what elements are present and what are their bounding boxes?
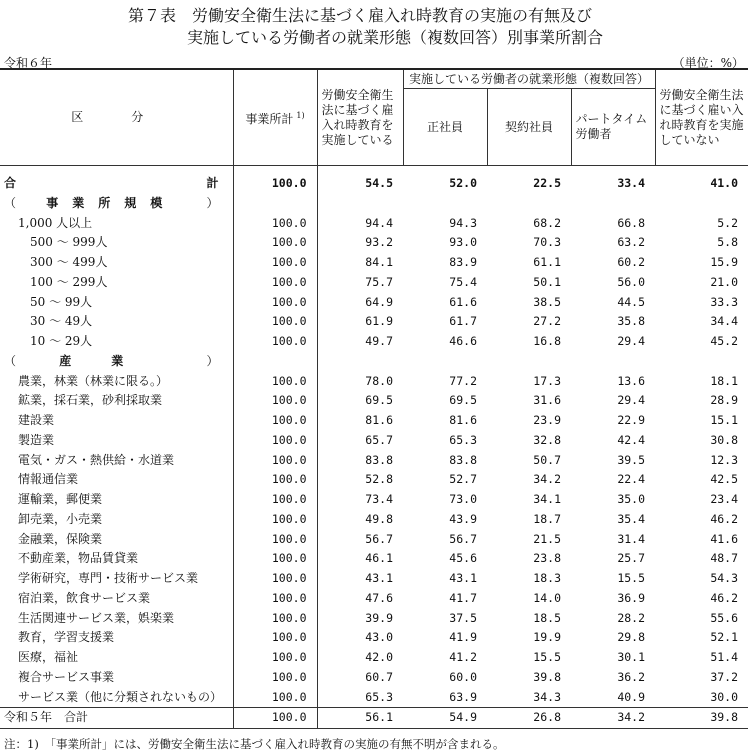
industry-value-all: 100.0 [233, 549, 317, 569]
size-value-regular: 75.4 [449, 274, 477, 289]
industry-value-parttime: 35.0 [617, 492, 646, 506]
industry-section-open: （ [4, 353, 17, 368]
header-total [233, 69, 317, 166]
size-value-regular: 61.6 [449, 294, 477, 309]
industry-value-regular: 56.7 [449, 531, 477, 546]
industry-value-all: 100.0 [233, 530, 317, 550]
industry-value-regular: 37.5 [449, 610, 477, 625]
industry-value-all: 100.0 [233, 668, 317, 688]
industry-value-implemented: 47.6 [365, 590, 393, 605]
industry-value-implemented: 49.8 [365, 511, 393, 526]
industry-value-all: 100.0 [233, 470, 317, 490]
industry-value-regular: 65.3 [449, 432, 477, 447]
industry-section-text: 産業 [59, 353, 164, 368]
industry-value-parttime: 30.1 [617, 650, 646, 664]
industry-label: 教育，学習支援業 [0, 628, 233, 648]
size-value-parttime: 29.4 [617, 334, 646, 348]
title-line-1: 第７表 労働安全衛生法に基づく雇入れ時教育の実施の有無及び [127, 6, 592, 25]
size-value-all: 100.0 [233, 312, 317, 332]
total-value-not-implemented: 41.0 [710, 176, 739, 190]
industry-value-implemented: 43.0 [365, 630, 393, 645]
title-line-2: 実施している労働者の就業形態（複数回答）別事業所割合 [186, 28, 603, 47]
industry-row [0, 431, 748, 451]
industry-value-regular: 45.6 [449, 551, 477, 566]
industry-row [0, 569, 748, 589]
statistics-table [0, 68, 748, 729]
industry-value-all: 100.0 [233, 609, 317, 629]
prev-value-regular: 54.9 [403, 708, 487, 729]
industry-row [0, 688, 748, 708]
industry-value-all: 100.0 [233, 569, 317, 589]
industry-value-not-implemented: 23.4 [710, 492, 739, 506]
industry-label: 不動産業，物品賃貸業 [0, 549, 233, 569]
industry-value-not-implemented: 30.0 [710, 689, 739, 704]
size-value-parttime: 66.8 [617, 215, 646, 230]
industry-label: 電気・ガス・熱供給・水道業 [0, 451, 233, 471]
prev-year-row [0, 708, 748, 729]
industry-value-contract: 19.9 [533, 630, 561, 645]
header-implemented: 労働安全衛生法に基づく雇入れ時教育を実施している [317, 69, 403, 166]
industry-value-implemented: 43.1 [365, 571, 393, 585]
industry-value-regular: 77.2 [449, 373, 477, 388]
industry-value-all: 100.0 [233, 391, 317, 411]
industry-value-contract: 23.9 [533, 413, 561, 427]
industry-label: 卸売業，小売業 [0, 510, 233, 530]
size-row [0, 293, 748, 313]
industry-value-not-implemented: 15.1 [710, 413, 739, 427]
industry-value-not-implemented: 41.6 [710, 531, 739, 546]
header-not-implemented: 労働安全衛生法に基づく雇い入れ時教育を実施していない [655, 69, 748, 166]
prev-value-implemented: 56.1 [317, 708, 403, 729]
header-parttime: パートタイム労働者 [571, 89, 655, 166]
industry-value-all: 100.0 [233, 490, 317, 510]
size-row [0, 273, 748, 293]
industry-value-parttime: 39.5 [617, 452, 646, 467]
industry-value-regular: 63.9 [449, 689, 477, 704]
industry-value-regular: 43.1 [449, 571, 477, 585]
size-value-contract: 70.3 [533, 235, 561, 250]
size-value-parttime: 35.8 [617, 314, 646, 329]
size-label: 30 ～ 49人 [0, 312, 233, 332]
industry-row [0, 451, 748, 471]
industry-row [0, 391, 748, 411]
size-value-all: 100.0 [233, 253, 317, 273]
size-value-implemented: 75.7 [365, 274, 393, 289]
industry-value-regular: 81.6 [449, 413, 477, 427]
industry-label: 鉱業，採石業，砂利採取業 [0, 391, 233, 411]
industry-value-contract: 17.3 [533, 373, 561, 388]
prev-value-not-implemented: 39.8 [655, 708, 748, 729]
industry-label: 宿泊業，飲食サービス業 [0, 589, 233, 609]
industry-row [0, 628, 748, 648]
size-value-regular: 83.9 [449, 255, 477, 269]
size-rows [0, 214, 748, 352]
industry-value-parttime: 28.2 [617, 610, 646, 625]
industry-value-not-implemented: 28.9 [710, 393, 739, 408]
industry-label: 生活関連サービス業，娯楽業 [0, 609, 233, 629]
year-label: 令和６年 [4, 56, 53, 70]
header-total-sup: 1) [296, 111, 305, 120]
total-value-contract: 22.5 [533, 176, 561, 190]
size-value-implemented: 94.4 [365, 215, 393, 230]
industry-value-parttime: 36.9 [617, 590, 646, 605]
industry-value-not-implemented: 37.2 [710, 669, 739, 684]
industry-row [0, 668, 748, 688]
size-row [0, 253, 748, 273]
size-value-regular: 61.7 [449, 314, 477, 329]
industry-value-implemented: 65.3 [365, 689, 393, 704]
industry-value-all: 100.0 [233, 589, 317, 609]
industry-value-contract: 34.3 [533, 689, 561, 704]
size-value-parttime: 63.2 [617, 235, 646, 250]
industry-value-not-implemented: 46.2 [710, 511, 739, 526]
industry-value-parttime: 31.4 [617, 531, 646, 546]
size-label: 100 ～ 299人 [0, 273, 233, 293]
total-label [0, 166, 233, 194]
industry-label: 情報通信業 [0, 470, 233, 490]
industry-label: 複合サービス事業 [0, 668, 233, 688]
size-value-contract: 68.2 [533, 215, 561, 230]
size-label: 300 ～ 499人 [0, 253, 233, 273]
industry-row [0, 372, 748, 392]
size-section-row [0, 194, 748, 214]
industry-value-not-implemented: 48.7 [710, 551, 739, 566]
industry-row [0, 490, 748, 510]
prev-value-contract: 26.8 [487, 708, 571, 729]
industry-value-all: 100.0 [233, 431, 317, 451]
header-total-label: 事業所計 [245, 112, 294, 126]
total-row [0, 166, 748, 194]
size-value-parttime: 44.5 [617, 294, 646, 309]
header-row-1 [0, 69, 748, 89]
industry-value-parttime: 42.4 [617, 432, 646, 447]
total-label-left: 合 [4, 176, 17, 190]
size-value-implemented: 61.9 [365, 314, 393, 329]
size-value-contract: 27.2 [533, 314, 561, 329]
industry-value-contract: 34.1 [533, 492, 561, 506]
industry-value-implemented: 39.9 [365, 610, 393, 625]
prev-value-parttime: 34.2 [571, 708, 655, 729]
industry-value-not-implemented: 42.5 [710, 472, 739, 487]
size-label: 500 ～ 999人 [0, 233, 233, 253]
header-contract: 契約社員 [487, 89, 571, 166]
size-section-open: （ [4, 195, 17, 210]
industry-value-regular: 41.2 [449, 650, 477, 664]
industry-value-all: 100.0 [233, 451, 317, 471]
industry-label: 金融業，保険業 [0, 530, 233, 550]
size-value-parttime: 56.0 [617, 274, 646, 289]
size-value-not-implemented: 33.3 [710, 294, 739, 309]
size-row [0, 332, 748, 352]
industry-value-parttime: 13.6 [617, 373, 646, 388]
industry-value-regular: 69.5 [449, 393, 477, 408]
industry-value-not-implemented: 30.8 [710, 432, 739, 447]
size-section-label [0, 194, 233, 214]
industry-value-parttime: 29.8 [617, 630, 646, 645]
size-value-not-implemented: 15.9 [710, 255, 739, 269]
total-value-parttime: 33.4 [617, 176, 646, 190]
total-value-all: 100.0 [233, 166, 317, 194]
industry-value-parttime: 15.5 [617, 571, 646, 585]
total-label-right: 計 [206, 176, 219, 190]
size-value-regular: 46.6 [449, 334, 477, 348]
size-value-all: 100.0 [233, 233, 317, 253]
size-row [0, 214, 748, 234]
industry-value-contract: 32.8 [533, 432, 561, 447]
industry-value-contract: 23.8 [533, 551, 561, 566]
size-section-close: ） [206, 195, 219, 210]
prev-value-all: 100.0 [233, 708, 317, 729]
industry-value-all: 100.0 [233, 648, 317, 668]
size-value-all: 100.0 [233, 293, 317, 313]
industry-value-not-implemented: 55.6 [710, 610, 739, 625]
size-value-regular: 93.0 [449, 235, 477, 250]
size-value-not-implemented: 34.4 [710, 314, 739, 329]
industry-value-implemented: 46.1 [365, 551, 393, 566]
header-kubun: 区 分 [0, 69, 233, 166]
industry-value-implemented: 69.5 [365, 393, 393, 408]
industry-value-implemented: 52.8 [365, 472, 393, 487]
industry-value-contract: 18.7 [533, 511, 561, 526]
industry-value-implemented: 60.7 [365, 669, 393, 684]
industry-value-implemented: 56.7 [365, 531, 393, 546]
industry-value-parttime: 25.7 [617, 551, 646, 566]
industry-label: 農業，林業（林業に限る。） [0, 372, 233, 392]
industry-section-label [0, 352, 233, 372]
industry-row [0, 648, 748, 668]
industry-label: サービス業（他に分類されないもの） [0, 688, 233, 708]
size-value-contract: 16.8 [533, 334, 561, 348]
industry-value-contract: 18.3 [533, 571, 561, 585]
industry-value-contract: 31.6 [533, 393, 561, 408]
industry-row [0, 609, 748, 629]
industry-row [0, 549, 748, 569]
industry-value-all: 100.0 [233, 372, 317, 392]
industry-value-not-implemented: 46.2 [710, 590, 739, 605]
industry-value-parttime: 29.4 [617, 393, 646, 408]
size-value-parttime: 60.2 [617, 255, 646, 269]
industry-value-all: 100.0 [233, 411, 317, 431]
industry-value-implemented: 81.6 [365, 413, 393, 427]
prev-year-label: 令和５年 合計 [0, 708, 233, 729]
industry-value-regular: 41.9 [449, 630, 477, 645]
size-value-implemented: 84.1 [365, 255, 393, 269]
industry-value-contract: 21.5 [533, 531, 561, 546]
industry-value-contract: 50.7 [533, 452, 561, 467]
size-value-all: 100.0 [233, 273, 317, 293]
industry-label: 医療，福祉 [0, 648, 233, 668]
size-value-all: 100.0 [233, 214, 317, 234]
footnote: 注：1) 「事業所計」には、労働安全衛生法に基づく雇入れ時教育の実施の有無不明が含まれる。 [4, 737, 505, 751]
industry-label: 建設業 [0, 411, 233, 431]
size-section-text: 事業所規模 [46, 195, 177, 210]
industry-value-implemented: 83.8 [365, 452, 393, 467]
industry-value-regular: 60.0 [449, 669, 477, 684]
size-value-regular: 94.3 [449, 215, 477, 230]
industry-section-row [0, 352, 748, 372]
industry-row [0, 589, 748, 609]
size-value-contract: 61.1 [533, 255, 561, 269]
size-label: 1,000 人以上 [0, 214, 233, 234]
industry-value-parttime: 40.9 [617, 689, 646, 704]
industry-row [0, 470, 748, 490]
industry-row [0, 530, 748, 550]
industry-row [0, 411, 748, 431]
header-forms-group: 実施している労働者の就業形態（複数回答） [403, 69, 655, 89]
industry-label: 運輸業，郵便業 [0, 490, 233, 510]
industry-value-contract: 39.8 [533, 669, 561, 684]
size-row [0, 312, 748, 332]
size-value-implemented: 49.7 [365, 334, 393, 348]
table-title [0, 5, 750, 49]
size-value-not-implemented: 21.0 [710, 274, 739, 289]
size-value-not-implemented: 5.2 [717, 215, 739, 230]
industry-value-not-implemented: 54.3 [710, 571, 739, 585]
industry-value-parttime: 22.4 [617, 472, 646, 487]
industry-value-all: 100.0 [233, 628, 317, 648]
industry-value-not-implemented: 18.1 [710, 373, 739, 388]
industry-value-parttime: 22.9 [617, 413, 646, 427]
industry-label: 製造業 [0, 431, 233, 451]
size-row [0, 233, 748, 253]
total-value-implemented: 54.5 [365, 176, 393, 190]
industry-rows [0, 372, 748, 708]
industry-value-implemented: 65.7 [365, 432, 393, 447]
industry-value-parttime: 36.2 [617, 669, 646, 684]
industry-value-contract: 14.0 [533, 590, 561, 605]
industry-value-all: 100.0 [233, 510, 317, 530]
industry-value-regular: 52.7 [449, 472, 477, 487]
size-value-implemented: 64.9 [365, 294, 393, 309]
industry-label: 学術研究，専門・技術サービス業 [0, 569, 233, 589]
industry-row [0, 510, 748, 530]
unit-label: （単位：%） [672, 56, 744, 70]
industry-value-implemented: 42.0 [365, 650, 393, 664]
header-regular: 正社員 [403, 89, 487, 166]
industry-value-regular: 41.7 [449, 590, 477, 605]
size-value-contract: 50.1 [533, 274, 561, 289]
size-value-not-implemented: 5.8 [717, 235, 739, 250]
industry-value-contract: 15.5 [533, 650, 561, 664]
industry-value-implemented: 78.0 [365, 373, 393, 388]
size-value-implemented: 93.2 [365, 235, 393, 250]
size-label: 10 ～ 29人 [0, 332, 233, 352]
total-value-regular: 52.0 [449, 176, 477, 190]
size-value-all: 100.0 [233, 332, 317, 352]
industry-value-regular: 83.8 [449, 452, 477, 467]
industry-value-regular: 43.9 [449, 511, 477, 526]
industry-value-contract: 18.5 [533, 610, 561, 625]
industry-value-not-implemented: 51.4 [710, 650, 739, 664]
industry-value-implemented: 73.4 [365, 492, 393, 506]
size-value-not-implemented: 45.2 [710, 334, 739, 348]
industry-value-all: 100.0 [233, 688, 317, 708]
industry-value-contract: 34.2 [533, 472, 561, 487]
size-value-contract: 38.5 [533, 294, 561, 309]
industry-value-not-implemented: 12.3 [710, 452, 739, 467]
industry-value-parttime: 35.4 [617, 511, 646, 526]
industry-value-regular: 73.0 [449, 492, 477, 506]
industry-section-close: ） [206, 353, 219, 368]
industry-value-not-implemented: 52.1 [710, 630, 739, 645]
size-label: 50 ～ 99人 [0, 293, 233, 313]
